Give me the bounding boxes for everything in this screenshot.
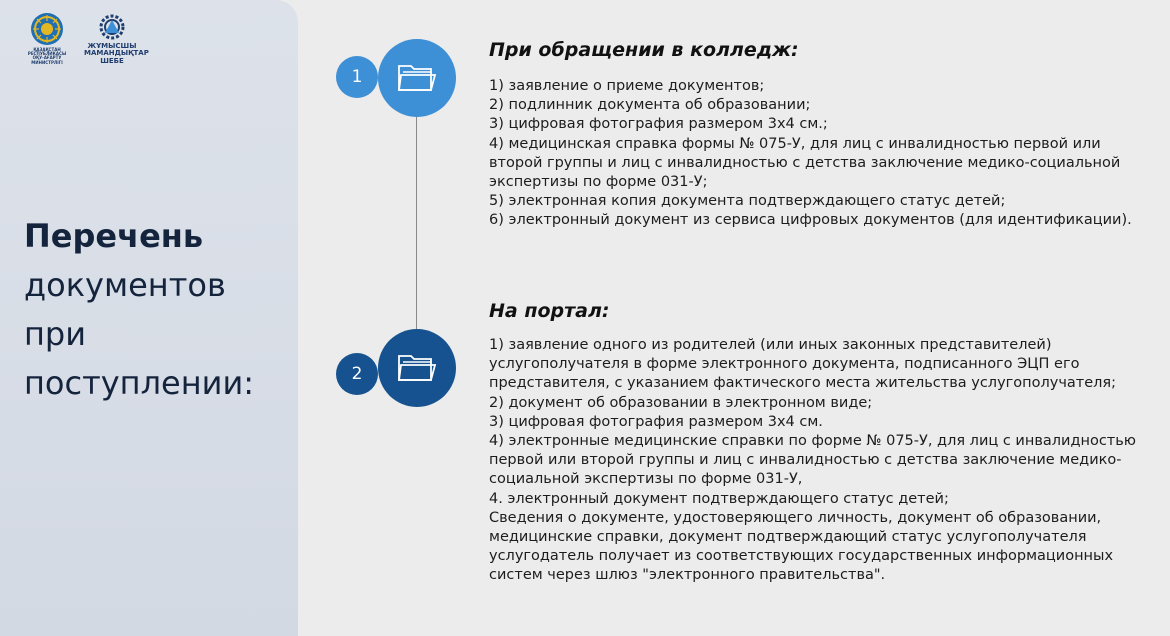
list-item: 4. электронный документ подтверждающего статус детей; (489, 490, 949, 507)
emblem-logo (22, 12, 72, 65)
step-2-circle (378, 329, 456, 407)
title-bold: Перечень (24, 217, 204, 255)
emblem-caption: ҚАЗАҚСТАН РЕСПУБЛИКАСЫ ОҚУ-АҒАРТУ МИНИСТРЛІГІ (27, 47, 67, 65)
brand-caption: ЖҰМЫСШЫ МАМАНДЫҚТАР ШЕБЕ (84, 42, 149, 65)
list-item: 2) подлинник документа об образовании; (489, 97, 811, 114)
folder-icon (397, 62, 437, 94)
list-item: 4) электронные медицинские справки по форме № 075-У, для лиц с инвалидностью первой или второй группы и лиц с инвалидностью с детства заключение медико-социальной экспертизы по форме 031-У, (489, 433, 1137, 488)
step-2-heading: На портал: (489, 300, 610, 322)
state-emblem-icon (30, 12, 64, 46)
step-2-number: 2 (336, 353, 378, 395)
title-line-3: поступлении: (24, 364, 255, 402)
list-item: 3) цифровая фотография размером 3х4 см.; (489, 116, 828, 133)
step-1-circle (378, 39, 456, 117)
timeline-connector (416, 80, 417, 370)
page-title (24, 212, 294, 408)
step-1-heading: При обращении в колледж: (489, 39, 799, 61)
brand-logo (84, 12, 149, 65)
list-item: 5) электронная копия документа подтверждающего статус детей; (489, 193, 1006, 210)
logos (22, 12, 149, 65)
title-line-2: при (24, 315, 87, 353)
left-panel (0, 0, 298, 636)
list-item: 1) заявление одного из родителей (или иных законных представителей) услугополучателя в форме электронного документа, подписанного ЭЦП его представителя, с указанием фактического места жительства услугополучателя; (489, 337, 1117, 392)
step-2-list (489, 336, 1139, 586)
folder-icon (397, 352, 437, 384)
title-line-1: документов (24, 266, 226, 304)
step-1-number: 1 (336, 56, 378, 98)
list-item: Сведения о документе, удостоверяющего личность, документ об образовании, медицинские справки, документ подтверждающий статус услугополучателя услугодатель получает из соответствующих государственных информационных систем через шлюз "электронного правительства". (489, 509, 1114, 584)
list-item: 4) медицинская справка формы № 075-У, для лиц с инвалидностью первой или второй группы и лиц с инвалидностью с детства заключение медико-социальной экспертизы по форме 031-У; (489, 135, 1121, 191)
list-item: 3) цифровая фотография размером 3х4 см. (489, 413, 823, 430)
gear-logo-icon (94, 12, 130, 42)
list-item: 2) документ об образовании в электронном виде; (489, 394, 873, 411)
list-item: 6) электронный документ из сервиса цифровых документов (для идентификации). (489, 212, 1132, 229)
step-1-list (489, 77, 1139, 231)
list-item: 1) заявление о приеме документов; (489, 78, 765, 94)
